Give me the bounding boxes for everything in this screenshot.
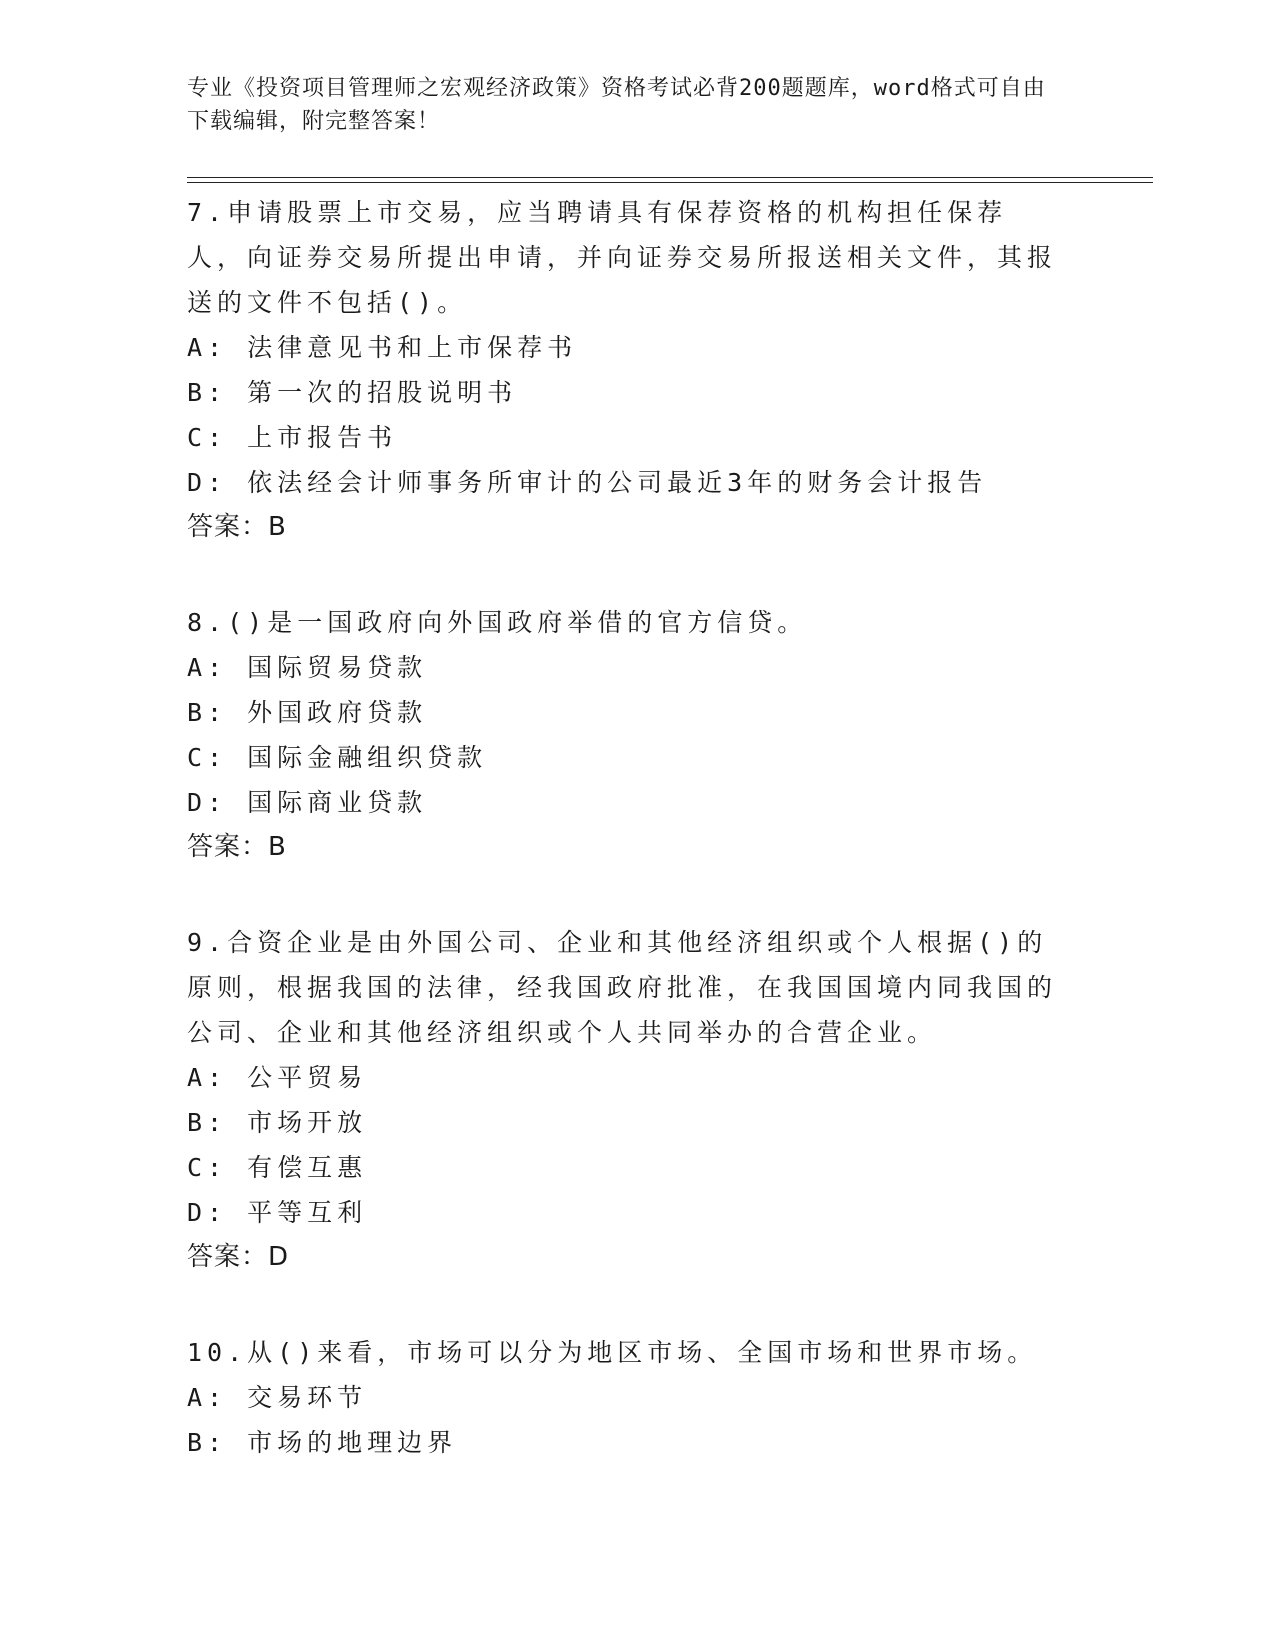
header-divider-top	[187, 177, 1153, 178]
option-b: B: 第一次的招股说明书	[187, 378, 518, 407]
document-header: 专业《投资项目管理师之宏观经济政策》资格考试必背200题题库，word格式可自由下载编辑，附完整答案！	[187, 76, 1046, 134]
answer-label: 答案：D	[187, 1242, 290, 1272]
option-d: D: 平等互利	[187, 1198, 368, 1227]
question-stem: 10.从()来看，市场可以分为地区市场、全国市场和世界市场。	[187, 1338, 1038, 1367]
option-c: C: 有偿互惠	[187, 1153, 368, 1182]
answer-label: 答案：B	[187, 512, 287, 542]
option-a: A: 法律意见书和上市保荐书	[187, 333, 578, 362]
option-b: B: 市场开放	[187, 1108, 368, 1137]
question-item	[187, 920, 1067, 1280]
question-list	[187, 190, 1067, 1515]
option-a: A: 交易环节	[187, 1383, 368, 1412]
option-a: A: 公平贸易	[187, 1063, 368, 1092]
header-divider-bottom	[187, 182, 1153, 183]
option-d: D: 国际商业贷款	[187, 788, 428, 817]
question-item	[187, 190, 1067, 550]
question-item	[187, 600, 1067, 870]
answer-label: 答案：B	[187, 832, 287, 862]
option-d: D: 依法经会计师事务所审计的公司最近3年的财务会计报告	[187, 468, 988, 497]
question-stem: 8.()是一国政府向外国政府举借的官方信贷。	[187, 608, 808, 637]
question-item	[187, 1330, 1067, 1465]
option-b: B: 市场的地理边界	[187, 1428, 458, 1457]
option-b: B: 外国政府贷款	[187, 698, 428, 727]
option-c: C: 上市报告书	[187, 423, 398, 452]
option-c: C: 国际金融组织贷款	[187, 743, 488, 772]
option-a: A: 国际贸易贷款	[187, 653, 428, 682]
question-stem: 7.申请股票上市交易，应当聘请具有保荐资格的机构担任保荐人，向证券交易所提出申请，并向证券交易所报送相关文件，其报送的文件不包括()。	[187, 198, 1058, 317]
question-stem: 9.合资企业是由外国公司、企业和其他经济组织或个人根据()的原则，根据我国的法律，经我国政府批准，在我国国境内同我国的公司、企业和其他经济组织或个人共同举办的合营企业。	[187, 928, 1058, 1047]
